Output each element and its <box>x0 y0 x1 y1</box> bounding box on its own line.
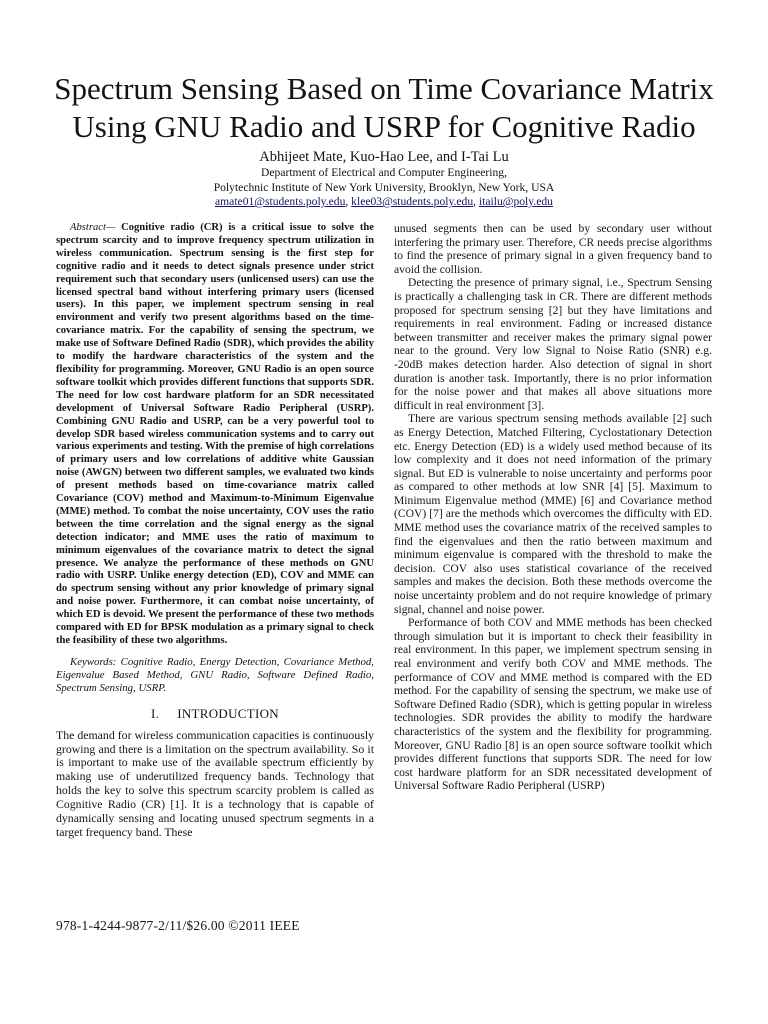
section-title: INTRODUCTION <box>177 705 279 721</box>
copyright-footer: 978-1-4244-9877-2/11/$26.00 ©2011 IEEE <box>56 918 300 933</box>
intro-paragraph-1-continued: unused segments then can be used by secondary user without interfering the primary user. Therefore, CR needs precise algorithms to find the presence of primary signal in a given frequency band to avoid the collision. <box>394 222 712 276</box>
abstract-text: Cognitive radio (CR) is a critical issue to solve the spectrum scarcity and to improve frequency spectrum utilization in wireless communication. Spectrum sensing is the first step for cognitive radio and it needs to detect signals presence under strict requirement such that secondary users (unlicensed users) can use the licensed spectral band without interfering primary users (licensed users). In this paper, we implement spectrum sensing in real environment and verify two present algorithms based on the time-covariance matrix. For the capability of sensing the spectrum, we make use of Software Defined Radio (SDR), which provides the ability to modify the hardware characteristics of the system and the flexibility for programming. Moreover, GNU Radio is an open source software toolkit which provides different functions that supports SDR. The need for low cost hardware platform for an SDR necessitated development of Universal Software Radio Peripheral (USRP). Combining GNU Radio and USRP, can be a very powerful tool to develop SDR based wireless communication systems and to carry out various experiments and testing. With the premise of high correlations of primary users and low correlations of additive white Gaussian noise (AWGN) between two different samples, we evaluated two kinds of present methods based on time-covariance matrix called Covariance (COV) method and Maximum-to-Minimum Eigenvalue (MME) method. To combat the noise uncertainty, COV uses the ratio between the time correlation and the signal energy as the signal detection indicator; and MME uses the ratio of maximum to minimum eigenvalues of the covariance matrix to detect the signal presence. We analyze the performance of these methods on GNU radio with USRP. Unlike energy detection (ED), COV and MME can do spectrum sensing without any prior knowledge of primary signal and noise power. Furthermore, it can combat noise uncertainty, of which ED is devoid. We present the performance of these two methods compared with ED for BPSK modulation as a primary signal to check the feasibility of these two algorithms. <box>56 222 374 646</box>
paper-title <box>30 70 738 146</box>
right-column <box>394 222 712 793</box>
paper-title-line-1: Spectrum Sensing Based on Time Covariance Matrix <box>54 71 714 106</box>
email-link-mate[interactable]: amate01@students.poly.edu <box>215 195 346 208</box>
affiliation <box>0 166 768 210</box>
email-link-lu[interactable]: itailu@poly.edu <box>478 195 553 208</box>
section-number: I. <box>151 705 160 721</box>
intro-paragraph-2: Detecting the presence of primary signal, i.e., Spectrum Sensing is practically a challenging task in CR. There are different methods proposed for spectrum sensing [2] but they have limitations and requirements in real environment. Fading or increased distance between transmitter and receiver makes the primary signal power near to the ground. Very low Signal to Noise Ratio (SNR) e.g. -20dB makes detection harder. Also detection of signal in short duration is another task. Importantly, there is no prior information for the noise power and that makes all above situations more difficult in real environment [3]. <box>394 276 712 412</box>
paper-title-line-2: Using GNU Radio and USRP for Cognitive Radio <box>72 109 696 144</box>
author-emails <box>0 195 768 210</box>
keywords: Keywords: Cognitive Radio, Energy Detection, Covariance Method, Eigenvalue Based Method, GNU Radio, Software Defined Radio, Spectrum Sensing, USRP. <box>56 655 374 694</box>
author-list: Abhijeet Mate, Kuo-Hao Lee, and I-Tai Lu <box>259 149 509 165</box>
email-separator: , <box>473 195 479 208</box>
section-heading-introduction <box>56 706 374 722</box>
left-column <box>56 222 374 840</box>
abstract-label: Abstract— <box>70 222 122 233</box>
affiliation-institution: Polytechnic Institute of New York University, Brooklyn, New York, USA <box>213 180 555 194</box>
intro-paragraph-1: The demand for wireless communication capacities is continuously growing and there is a limitation on the spectrum availability. So it is important to make use of the available spectrum efficiently by making use of underutilized frequency bands. Technology that holds the key to solve this spectrum scarcity problem is called as Cognitive Radio (CR) [1]. It is a technology that is capable of dynamically sensing and locating unused spectrum segments in a target frequency band. These <box>56 727 374 839</box>
affiliation-department: Department of Electrical and Computer Engineering, <box>261 166 507 179</box>
intro-paragraph-3: There are various spectrum sensing methods available [2] such as Energy Detection, Matched Filtering, Cyclostationary Detection etc. Energy Detection (ED) is a widely used method because of its low complexity and it does not need information of the primary signal. But ED is vulnerable to noise uncertainty and performs poor as compared to other methods at low SNR [4] [5]. Maximum to Minimum Eigenvalue method (MME) [6] and Covariance method (COV) [7] are the methods which overcomes the difficulty with ED. MME method uses the covariance matrix of the received samples to find the eigenvalues and then the ratio between maximum and minimum eigenvalue is compared with the threshold to make the decision. COV also uses statistical covariance of the received samples and makes the decision. Both these methods overcome the noise uncertainty problem and do not require knowledge of primary signal, channel and noise power. <box>394 412 712 616</box>
intro-paragraph-4: Performance of both COV and MME methods has been checked through simulation but it is important to check their feasibility in real environment. In this paper, we implement spectrum sensing in real environment and verify both COV and MME methods. The performance of COV and MME method is compared with the ED method. For the capability of sensing the spectrum, we make use of Software Defined Radio (SDR), which is getting popular in wireless technologies. SDR provides the ability to modify the hardware characteristics of the system and the flexibility for programming. Moreover, GNU Radio [8] is an open source software toolkit which provides different functions that supports SDR. The need for low cost hardware platform for an SDR necessitated development of Universal Software Radio Peripheral (USRP) <box>394 616 712 793</box>
email-separator: , <box>345 195 352 208</box>
email-link-lee[interactable]: klee03@students.poly.edu <box>351 195 474 208</box>
abstract <box>56 222 374 648</box>
